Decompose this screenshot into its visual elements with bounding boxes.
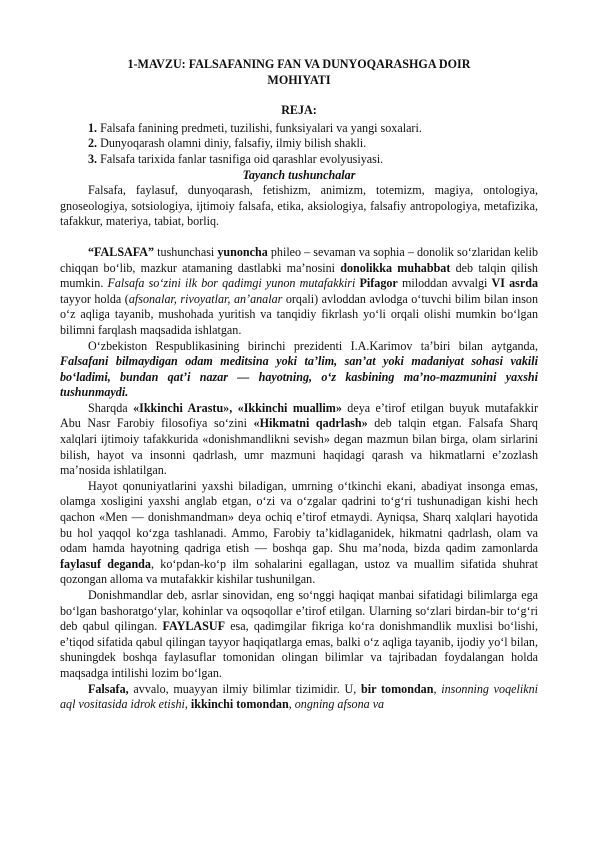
paragraph-karimov-quote [60, 339, 538, 401]
plan-item-number: 2. [88, 136, 98, 151]
plan-item-number: 3. [88, 151, 98, 166]
page-title [60, 57, 538, 88]
emphasis: ikkinchi tomondan [190, 697, 289, 712]
plan-item [60, 152, 538, 168]
text-run: orqali) avloddan avlodga o‘tuvchi bilim bilan inson o‘z aqliga tayanib, mushohada yuritish va tanqidiy fikrlash yo‘li orqali olishi mumkin bo‘lgan bilimni farqlash maqsadida ishlatgan. [60, 291, 539, 337]
plan-item-text: Dunyoqarash olamni diniy, falsafiy, ilmiy bilish shakli. [97, 136, 367, 151]
title-line-2: MOHIYATI [267, 72, 331, 87]
emphasis: Falsafa, [88, 681, 129, 696]
italic-run: Falsafa so‘zini ilk bor qadimgi yunon mutafakkiri [107, 276, 356, 291]
plan-item-number: 1. [88, 120, 98, 135]
emphasis: faylasuf deganda [60, 556, 151, 571]
text-run: esa, qadimgilar fikriga ko‘ra donishmandlik muxlisi bo‘lishi, e’tiqod sifatida qabul qilingan tayyor haqiqatlarga emas, balki o‘z aqliga tayanib, ijodiy yo‘l bilan, shuningdek boshqa faylasuflar tomonidan olingan bilimlar va tajribadan foydalangan holda maqsadga intilishi lozim bo‘lgan. [60, 619, 538, 680]
key-concepts-heading: Tayanch tushunchalar [242, 167, 356, 182]
italic-run: afsonalar, rivoyatlar, an’analar [128, 291, 283, 306]
paragraph-farobiy [60, 401, 538, 479]
plan-list [60, 121, 538, 168]
text-run: avvalo, muayyan ilmiy bilimlar tizimidir. U, [128, 681, 362, 696]
plan-item [60, 121, 538, 137]
emphasis: bir tomondan [361, 681, 434, 696]
text-run: miloddan avvalgi [397, 276, 492, 291]
italic-run: ongning afsona va [294, 697, 385, 712]
text-run: deya e’tirof etilgan buyuk mutafakkir Abu Nasr Farobiy filosofiya so‘zini [60, 400, 539, 431]
text-run: deb talqin etgan. Falsafa Sharq xalqlari ijtimoiy tafakkurida «donishmandlikni sevish» degan mazmun bilan birga, olam sirlarini bilish, hayot va insonni qadrlash, umr mazmuni haqidagi qarash va hikmatlarni e’zozlash ma’nosida ishlatilgan. [60, 416, 538, 478]
text-run: tayyor holda ( [60, 291, 129, 306]
paragraph-donishmandlar [60, 588, 538, 682]
italic-run: insonning voqelikni aql vositasida idrok etishi [60, 681, 539, 712]
text-run: , [288, 697, 295, 712]
emphasis: FAYLASUF [162, 619, 226, 634]
text-run: tushunchasi [154, 244, 218, 259]
text-run: , ko‘pdan-ko‘p ilm sohalarini egallagan, ustoz va muallim sifatida shuhrat qozongan alloma va mutafakkir kishilar tushunilgan. [60, 556, 538, 587]
paragraph-hayot-qonuniyatlari [60, 479, 538, 588]
text-run: Sharqda [88, 400, 134, 415]
plan-item-text: Falsafa tarixida fanlar tasnifiga oid qarashlar evolyusiyasi. [97, 151, 384, 166]
text-run: , [433, 681, 442, 696]
plan-item [60, 136, 538, 152]
plan-item-text: Falsafa fanining predmeti, tuzilishi, funksiyalari va yangi soxalari. [97, 120, 422, 135]
text-run: O‘zbekiston Respublikasining birinchi prezidenti I.A.Karimov ta’biri bilan aytganda, [88, 338, 538, 353]
text-run: , [184, 697, 191, 712]
emphasis: «Hikmatni qadrlash» [253, 416, 368, 431]
plan-heading: REJA: [281, 103, 317, 118]
paragraph-falsafa-tizim [60, 682, 538, 713]
key-concepts-text: Falsafa, faylasuf, dunyoqarash, fetishizm, animizm, totemizm, magiya, ontologiya, gnoseologiya, sotsiologiya, ijtimoiy falsafa, etika, aksiologiya, falsafiy antropologiya, metafizika, tafakkur, materiya, tabiat, borliq. [60, 183, 538, 229]
emphasis: “FALSAFA” [88, 244, 155, 259]
paragraph-falsafa-term [60, 245, 538, 339]
italic-run: Falsafani bilmaydigan odam meditsina yoki ta’lim, san’at yoki madaniyat sohasi vakili bo‘ladimi, bundan qat’i nazar — hayotning, o‘z kasbining ma’no-mazmunini yaxshi tushunmaydi. [60, 354, 538, 400]
title-line-1: 1-MAVZU: FALSAFANING FAN VA DUNYOQARASHGA DOIR [127, 57, 471, 71]
text-run: Hayot qonuniyatlarini yaxshi biladigan, umrning o‘tkinchi ekani, abadiyat insonga emas, olamga xosligini yaxshi anglab etgan, o‘zi va o‘zgalar qadrini to‘g‘ri tushunadigan kishi hech qachon «Men — donishmandman» deya ochiq e’tirof etmaydi. Ayniqsa, Sharq xalqlari hayotida bu hol yaqqol ko‘zga tashlanadi. Ammo, Farobiy ta’kidlaganidek, hikmatni qadrlash, olam va odam hamda hayotning qadriga etish — boshqa gap. Shu ma’noda, bizda qadim zamonlarda [60, 478, 538, 556]
emphasis: VI asrda [491, 276, 538, 291]
emphasis: «Ikkinchi Arastu», «Ikkinchi muallim» [133, 400, 342, 415]
text-run: phileo – sevaman va sophia – donolik so‘zlaridan kelib chiqqan bo‘lib, mazkur atamaning dastlabki ma’nosini [60, 244, 538, 275]
emphasis [60, 354, 538, 399]
emphasis: donolikka muhabbat [340, 260, 451, 275]
text-run: deb talqin qilish mumkin. [60, 260, 538, 291]
emphasis: yunoncha [217, 244, 268, 259]
text-run: Donishmandlar deb, asrlar sinovidan, eng so‘nggi haqiqat manbai sifatidagi bilimlarga ega bo‘lgan bashoratgo‘ylar, kohinlar va oqsoqollar e’tirof etilgan. Ularning so‘zlari birdan-bir to‘g‘ri deb qabul qilingan. [60, 588, 538, 634]
emphasis: Pifagor [355, 276, 398, 291]
